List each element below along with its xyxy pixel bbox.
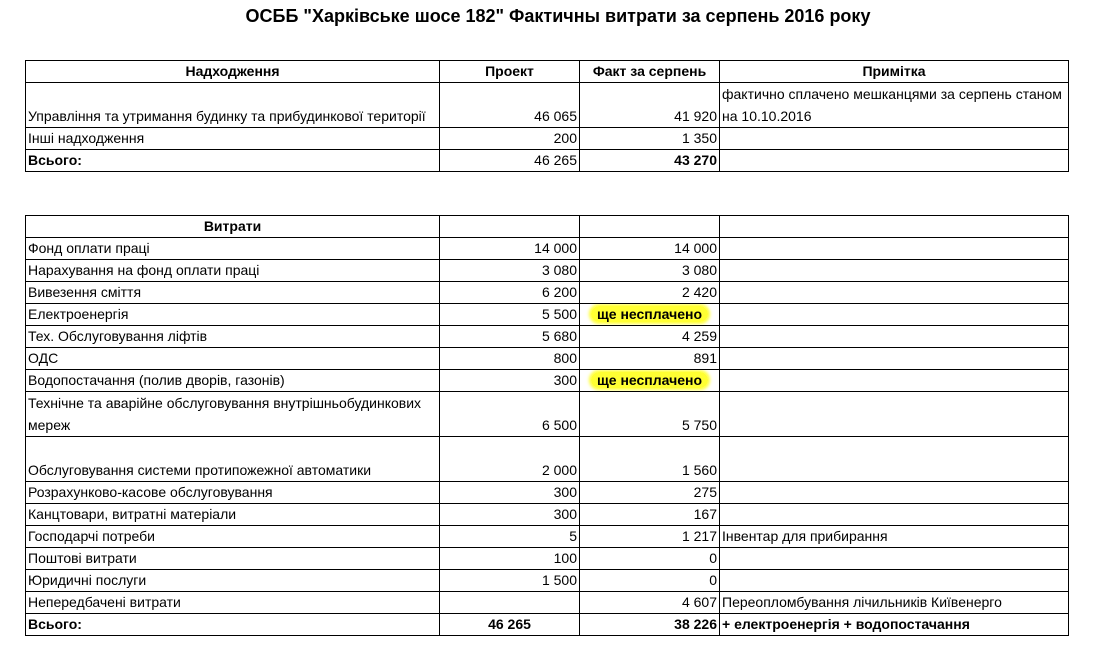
row-project: 6 500 — [440, 392, 580, 437]
row-project: 800 — [440, 348, 580, 370]
table-row — [26, 304, 1069, 326]
row-fact: 167 — [580, 504, 720, 526]
empty-cell — [440, 216, 580, 238]
row-project: 46 065 — [440, 83, 580, 128]
table-row — [26, 504, 1069, 526]
total-project: 46 265 — [440, 614, 580, 636]
row-name: Канцтовари, витратні матеріали — [26, 504, 440, 526]
expenses-total-row — [26, 614, 1069, 636]
row-note — [720, 238, 1069, 260]
row-name: Вивезення сміття — [26, 282, 440, 304]
income-header-note: Примітка — [720, 61, 1069, 83]
total-label: Всього: — [26, 150, 440, 172]
row-fact: 2 420 — [580, 282, 720, 304]
row-project: 300 — [440, 504, 580, 526]
unpaid-badge: ще несплачено — [591, 306, 708, 322]
empty-cell — [720, 216, 1069, 238]
row-fact: 891 — [580, 348, 720, 370]
total-fact: 43 270 — [580, 150, 720, 172]
row-fact: 1 560 — [580, 437, 720, 482]
row-fact: 0 — [580, 548, 720, 570]
income-header-row — [26, 61, 1069, 83]
income-table — [25, 60, 1069, 172]
row-fact: 275 — [580, 482, 720, 504]
row-note — [720, 348, 1069, 370]
page-title: ОСББ "Харківське шосе 182" Фактичны витрати за серпень 2016 року — [245, 6, 871, 26]
row-project: 5 500 — [440, 304, 580, 326]
row-note: фактично сплачено мешканцями за серпень станом на 10.10.2016 — [720, 83, 1069, 128]
row-name: Технічне та аварійне обслуговування внутрішньобудинкових мереж — [26, 392, 440, 437]
row-fact: 5 750 — [580, 392, 720, 437]
row-fact: 3 080 — [580, 260, 720, 282]
row-name: Водопостачання (полив дворів, газонів) — [26, 370, 440, 392]
row-project: 300 — [440, 370, 580, 392]
row-project: 100 — [440, 548, 580, 570]
table-row — [26, 482, 1069, 504]
row-fact: 4 259 — [580, 326, 720, 348]
table-row — [26, 570, 1069, 592]
row-name: Тех. Обслуговування ліфтів — [26, 326, 440, 348]
row-fact: 0 — [580, 570, 720, 592]
row-name: Електроенергія — [26, 304, 440, 326]
table-row — [26, 128, 1069, 150]
expenses-header-row — [26, 216, 1069, 238]
table-row — [26, 437, 1069, 482]
row-note — [720, 437, 1069, 482]
table-row — [26, 392, 1069, 437]
income-header-project: Проект — [440, 61, 580, 83]
row-name: Поштові витрати — [26, 548, 440, 570]
total-note: + електроенергія + водопостачання — [720, 614, 1069, 636]
row-fact: 4 607 — [580, 592, 720, 614]
row-name: Управління та утримання будинку та прибудинкової території — [26, 83, 440, 128]
row-project: 6 200 — [440, 282, 580, 304]
row-fact: 41 920 — [580, 83, 720, 128]
income-header-name: Надходження — [26, 61, 440, 83]
total-note — [720, 150, 1069, 172]
row-project: 300 — [440, 482, 580, 504]
row-project: 5 — [440, 526, 580, 548]
row-note: Інвентар для прибирання — [720, 526, 1069, 548]
row-name: Юридичні послуги — [26, 570, 440, 592]
row-note — [720, 304, 1069, 326]
empty-cell — [580, 216, 720, 238]
expenses-table — [25, 215, 1069, 636]
table-row — [26, 592, 1069, 614]
row-fact: 14 000 — [580, 238, 720, 260]
row-fact: 1 217 — [580, 526, 720, 548]
total-fact: 38 226 — [580, 614, 720, 636]
row-note — [720, 370, 1069, 392]
row-project: 2 000 — [440, 437, 580, 482]
table-row — [26, 260, 1069, 282]
row-project: 14 000 — [440, 238, 580, 260]
row-fact — [580, 304, 720, 326]
unpaid-badge: ще несплачено — [591, 372, 708, 388]
row-note — [720, 392, 1069, 437]
row-project: 200 — [440, 128, 580, 150]
row-name: Обслуговування системи протипожежної автоматики — [26, 437, 440, 482]
table-row — [26, 326, 1069, 348]
row-note — [720, 282, 1069, 304]
row-project: 5 680 — [440, 326, 580, 348]
row-note — [720, 570, 1069, 592]
row-name: Господарчі потреби — [26, 526, 440, 548]
row-note — [720, 504, 1069, 526]
table-row — [26, 548, 1069, 570]
expenses-body — [26, 238, 1069, 614]
row-name: Фонд оплати праці — [26, 238, 440, 260]
row-project: 1 500 — [440, 570, 580, 592]
income-header-fact: Факт за серпень — [580, 61, 720, 83]
expenses-header-name: Витрати — [26, 216, 440, 238]
row-note — [720, 482, 1069, 504]
table-row — [26, 526, 1069, 548]
table-row — [26, 370, 1069, 392]
row-name: Нарахування на фонд оплати праці — [26, 260, 440, 282]
total-label: Всього: — [26, 614, 440, 636]
row-note — [720, 128, 1069, 150]
table-row — [26, 83, 1069, 128]
row-name: Розрахунково-касове обслуговування — [26, 482, 440, 504]
table-row — [26, 348, 1069, 370]
row-fact: 1 350 — [580, 128, 720, 150]
row-name: ОДС — [26, 348, 440, 370]
row-project: 3 080 — [440, 260, 580, 282]
row-note — [720, 260, 1069, 282]
row-note — [720, 326, 1069, 348]
table-row — [26, 282, 1069, 304]
row-name: Інші надходження — [26, 128, 440, 150]
table-row — [26, 238, 1069, 260]
row-fact — [580, 370, 720, 392]
income-total-row — [26, 150, 1069, 172]
row-name: Непередбачені витрати — [26, 592, 440, 614]
row-note — [720, 548, 1069, 570]
row-note: Переопломбування лічильників Київенерго — [720, 592, 1069, 614]
total-project: 46 265 — [440, 150, 580, 172]
row-project — [440, 592, 580, 614]
